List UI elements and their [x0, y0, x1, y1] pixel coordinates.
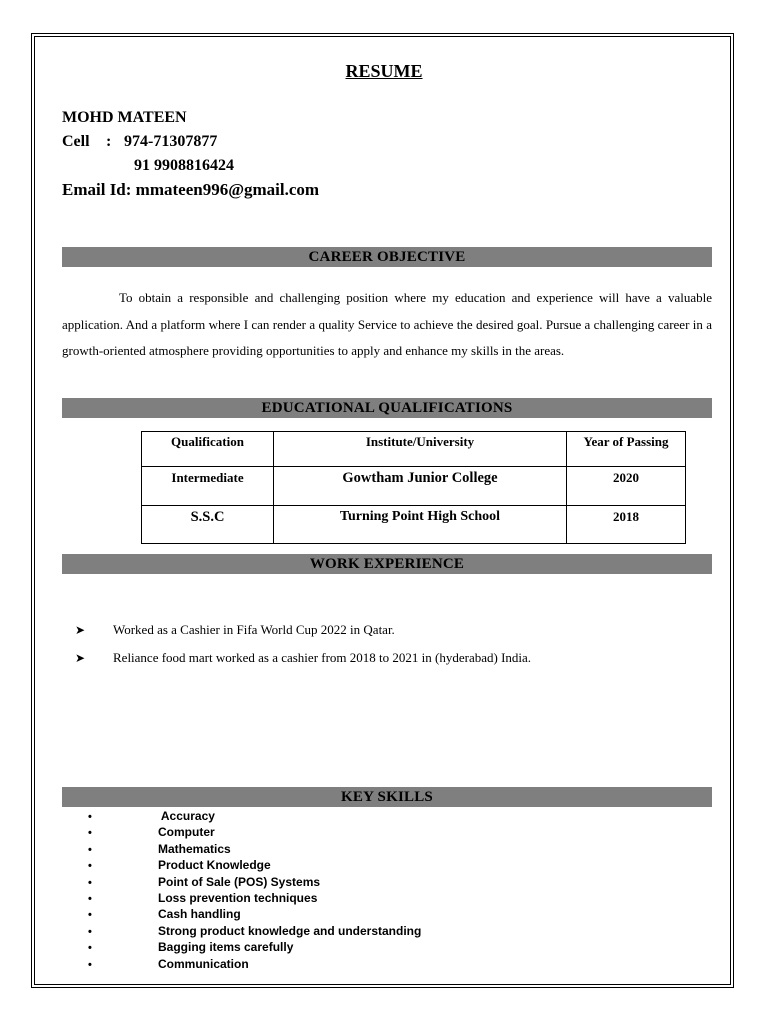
header-qualification: Qualification [142, 432, 274, 467]
arrow-bullet-icon: ➤ [75, 623, 86, 637]
email-line: Email Id: mmateen996@gmail.com [62, 180, 320, 199]
applicant-name: MOHD MATEEN [62, 109, 187, 126]
list-item [88, 841, 688, 857]
cell-colon: : [106, 133, 112, 150]
skill-text: Accuracy [158, 809, 215, 823]
cell-institute: Gowtham Junior College [274, 467, 567, 506]
skill-text: Product Knowledge [158, 858, 271, 873]
objective-text: To obtain a responsible and challenging position where my education and experience will have a valuable application. And a platform where I can render a quality Service to achieve the desired goal. Pursue a challenging career in a growth-oriented atmosphere providing opportunities to apply and enhance my skills in the areas. [62, 290, 712, 358]
section-career-objective: CAREER OBJECTIVE [62, 247, 712, 267]
bullet-icon: • [88, 811, 92, 823]
list-item [75, 620, 715, 648]
skill-text: Point of Sale (POS) Systems [158, 874, 321, 889]
skill-text: Communication [158, 956, 249, 971]
list-item [88, 939, 688, 955]
bullet-icon: • [88, 909, 92, 922]
list-item [88, 956, 688, 972]
arrow-bullet-icon: ➤ [75, 651, 86, 665]
list-item [88, 808, 688, 824]
skill-text: Strong product knowledge and understanding [158, 923, 422, 938]
bullet-icon: • [88, 942, 92, 955]
bullet-icon: • [88, 860, 92, 873]
key-skills-list [88, 808, 688, 972]
cell-year: 2020 [567, 467, 686, 506]
contact-block [62, 106, 319, 202]
table-row [142, 467, 686, 506]
skill-text: Bagging items carefully [158, 940, 294, 955]
work-item-text: Worked as a Cashier in Fifa World Cup 2022 in Qatar. [113, 622, 395, 637]
header-institute: Institute/University [274, 432, 567, 467]
section-work-experience: WORK EXPERIENCE [62, 554, 712, 574]
list-item [88, 874, 688, 890]
skill-text: Computer [158, 825, 215, 840]
list-item [88, 890, 688, 906]
cell-label: Cell [62, 133, 90, 150]
phone-primary: 974-71307877 [124, 133, 218, 150]
table-row [142, 506, 686, 544]
section-education: EDUCATIONAL QUALIFICATIONS [62, 398, 712, 418]
list-item [88, 923, 688, 939]
phone-secondary: 91 9908816424 [134, 157, 234, 174]
list-item [88, 824, 688, 840]
cell-year: 2018 [567, 506, 686, 544]
skill-text: Cash handling [158, 907, 241, 922]
cell-line [62, 130, 319, 154]
page-title: RESUME [345, 61, 423, 81]
skill-text: Loss prevention techniques [158, 890, 318, 905]
header-year: Year of Passing [567, 432, 686, 467]
skill-text: Mathematics [158, 841, 231, 856]
bullet-icon: • [88, 892, 92, 905]
bullet-icon: • [88, 958, 92, 971]
cell-institute: Turning Point High School [274, 506, 567, 544]
work-experience-list [75, 620, 715, 676]
table-header-row [142, 432, 686, 467]
section-key-skills: KEY SKILLS [62, 787, 712, 807]
list-item [88, 906, 688, 922]
bullet-icon: • [88, 925, 92, 938]
cell-qualification: S.S.C [142, 506, 274, 544]
list-item [75, 648, 715, 676]
cell-qualification: Intermediate [142, 467, 274, 506]
bullet-icon: • [88, 827, 92, 840]
work-item-text: Reliance food mart worked as a cashier from 2018 to 2021 in (hyderabad) India. [113, 650, 532, 665]
education-table [141, 431, 686, 544]
bullet-icon: • [88, 876, 92, 889]
bullet-icon: • [88, 843, 92, 856]
list-item [88, 857, 688, 873]
